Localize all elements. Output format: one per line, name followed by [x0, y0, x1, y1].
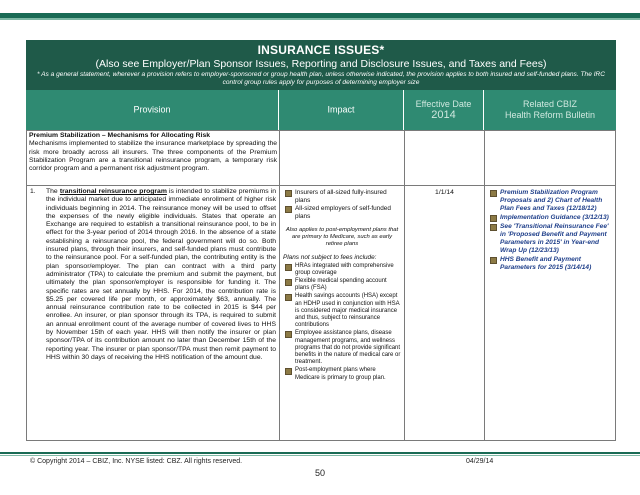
top-stripe — [0, 0, 640, 22]
section-body: Mechanisms implemented to stabilize the insurance marketplace by spreading the risk more broadly across all insurers. The three components of the Premium Stabilization Program are a transitional reinsurance program, a temporary risk corridor program and a permanent risk adjustment program. — [29, 140, 277, 173]
col-impact-header: Impact — [279, 90, 404, 130]
section-impact-cell — [279, 130, 405, 186]
title-banner — [26, 40, 616, 90]
section-title: Premium Stabilization – Mechanisms for Allocating Risk — [29, 132, 211, 139]
copyright: © Copyright 2014 – CBIZ, Inc. NYSE listed: CBZ. All rights reserved. — [30, 458, 243, 465]
section-bulletin-cell — [484, 130, 616, 186]
page-note: * As a general statement, wherever a provision refers to employer-sponsored or group health plan, unless otherwise indicated, the provision applies to both insured and self-funded plans. The IRC control group rules apply for purposes of determining employer size — [36, 71, 606, 86]
page-subtitle: (Also see Employer/Plan Sponsor Issues, Reporting and Disclosure Issues, and Taxes and Fees) — [95, 58, 547, 70]
effective-cell — [404, 185, 485, 441]
list-item: Insurers of all-sized fully-insured plans — [283, 189, 401, 204]
row-number: 1. — [30, 188, 36, 195]
list-item: Health savings accounts (HSA) except an HDHP used in conjunction with HSA is considered major medical insurance and thus, subject to reinsurance contributions — [283, 293, 401, 329]
footer-date: 04/29/14 — [466, 458, 494, 465]
col-effective-header: Effective Date 2014 — [404, 90, 484, 130]
bulletin-link[interactable]: HHS Benefit and Payment Parameters for 2015 (3/14/14) — [488, 256, 612, 272]
col-bulletin-header: Related CBIZ Health Reform Bulletin — [484, 90, 616, 130]
page-number: 50 — [314, 468, 325, 478]
exempt-list — [283, 263, 401, 382]
impact-list — [283, 189, 401, 221]
impact-subhead: Plans not subject to fees include: — [283, 253, 377, 261]
bulletin-cell — [484, 185, 616, 441]
impact-cell — [279, 185, 405, 441]
list-item: HRAs integrated with comprehensive group coverage — [283, 263, 401, 277]
list-item: Employee assistance plans, disease management programs, and wellness programs that do not provide significant benefits in the nature of medical care or treatment. — [283, 330, 401, 366]
list-item: Post-employment plans where Medicare is primary to group plan. — [283, 367, 401, 381]
section-effective-cell — [404, 130, 485, 186]
impact-note: Also applies to post-employment plans that are primary to Medicare, such as early retiree plans — [285, 226, 399, 247]
list-item: All-sized employers of self-funded plans — [283, 205, 401, 220]
provision-cell — [26, 185, 280, 441]
bulletin-link[interactable]: Premium Stabilization Program Proposals and 2) Chart of Health Plan Fees and Taxes (12/18/12) — [488, 189, 612, 213]
bulletin-list — [488, 189, 612, 272]
footer-rule-thin — [0, 455, 640, 456]
provision-term: transitional reinsurance program — [59, 188, 167, 195]
footer-rule — [0, 452, 640, 454]
effective-date: 1/1/14 — [435, 189, 454, 196]
bulletin-link[interactable]: See 'Transitional Reinsurance Fee' in 'Proposed Benefit and Payment Parameters in 2015' in Year-end Wrap Up (12/23/13) — [488, 223, 612, 255]
col-provision-header: Provision — [26, 90, 279, 130]
page-title: INSURANCE ISSUES* — [257, 43, 385, 57]
list-item: Flexible medical spending account plans (FSA) — [283, 278, 401, 292]
bulletin-link[interactable]: Implementation Guidance (3/12/13) — [488, 214, 612, 222]
provision-text: The transitional reinsurance program is intended to stabilize premiums in the individual market due to anticipated immediate enrollment of higher risk individuals beginning in 2014. The reinsurance money will be used to offset the expenses of the newly eligible individuals. States that operate an Exchange are required to establish a transitional reinsurance pool, to be in effect for the 3-year period of 2014 through 2016. In the absence of a state establishing a reinsurance pool, the federal government will do so. Both insured plans, through their insurers, and self-funded plans must contribute to the reinsurance pool. For a self-funded plan, the contributing entity is the plan sponsor/employer. The plan can contract with a third party administrator (TPA) to calculate the premium and submit the payment, but ultimately the plan sponsor/employer is responsible for funding it. The specific rates are set annually by HHS. For 2014, the contribution rate is $5.25 per covered life per month, or approximately $63, annually. The annual reinsurance contribution rate to be collected in 2015 is $44 per enrollee. An insurer, or plan sponsor through its TPA, is required to submit an annual enrollment count of the average number of covered lives to HHS by November 15th of each year. HHS will then notify the insurer or plan sponsor/TPA of its contribution amount no later than December 15th of the reporting year. The insurer or plan sponsor/TPA must then remit payment to HHS within 30 days of receiving the HHS notification of the amount due. — [46, 188, 277, 361]
section-intro-cell — [26, 130, 280, 186]
